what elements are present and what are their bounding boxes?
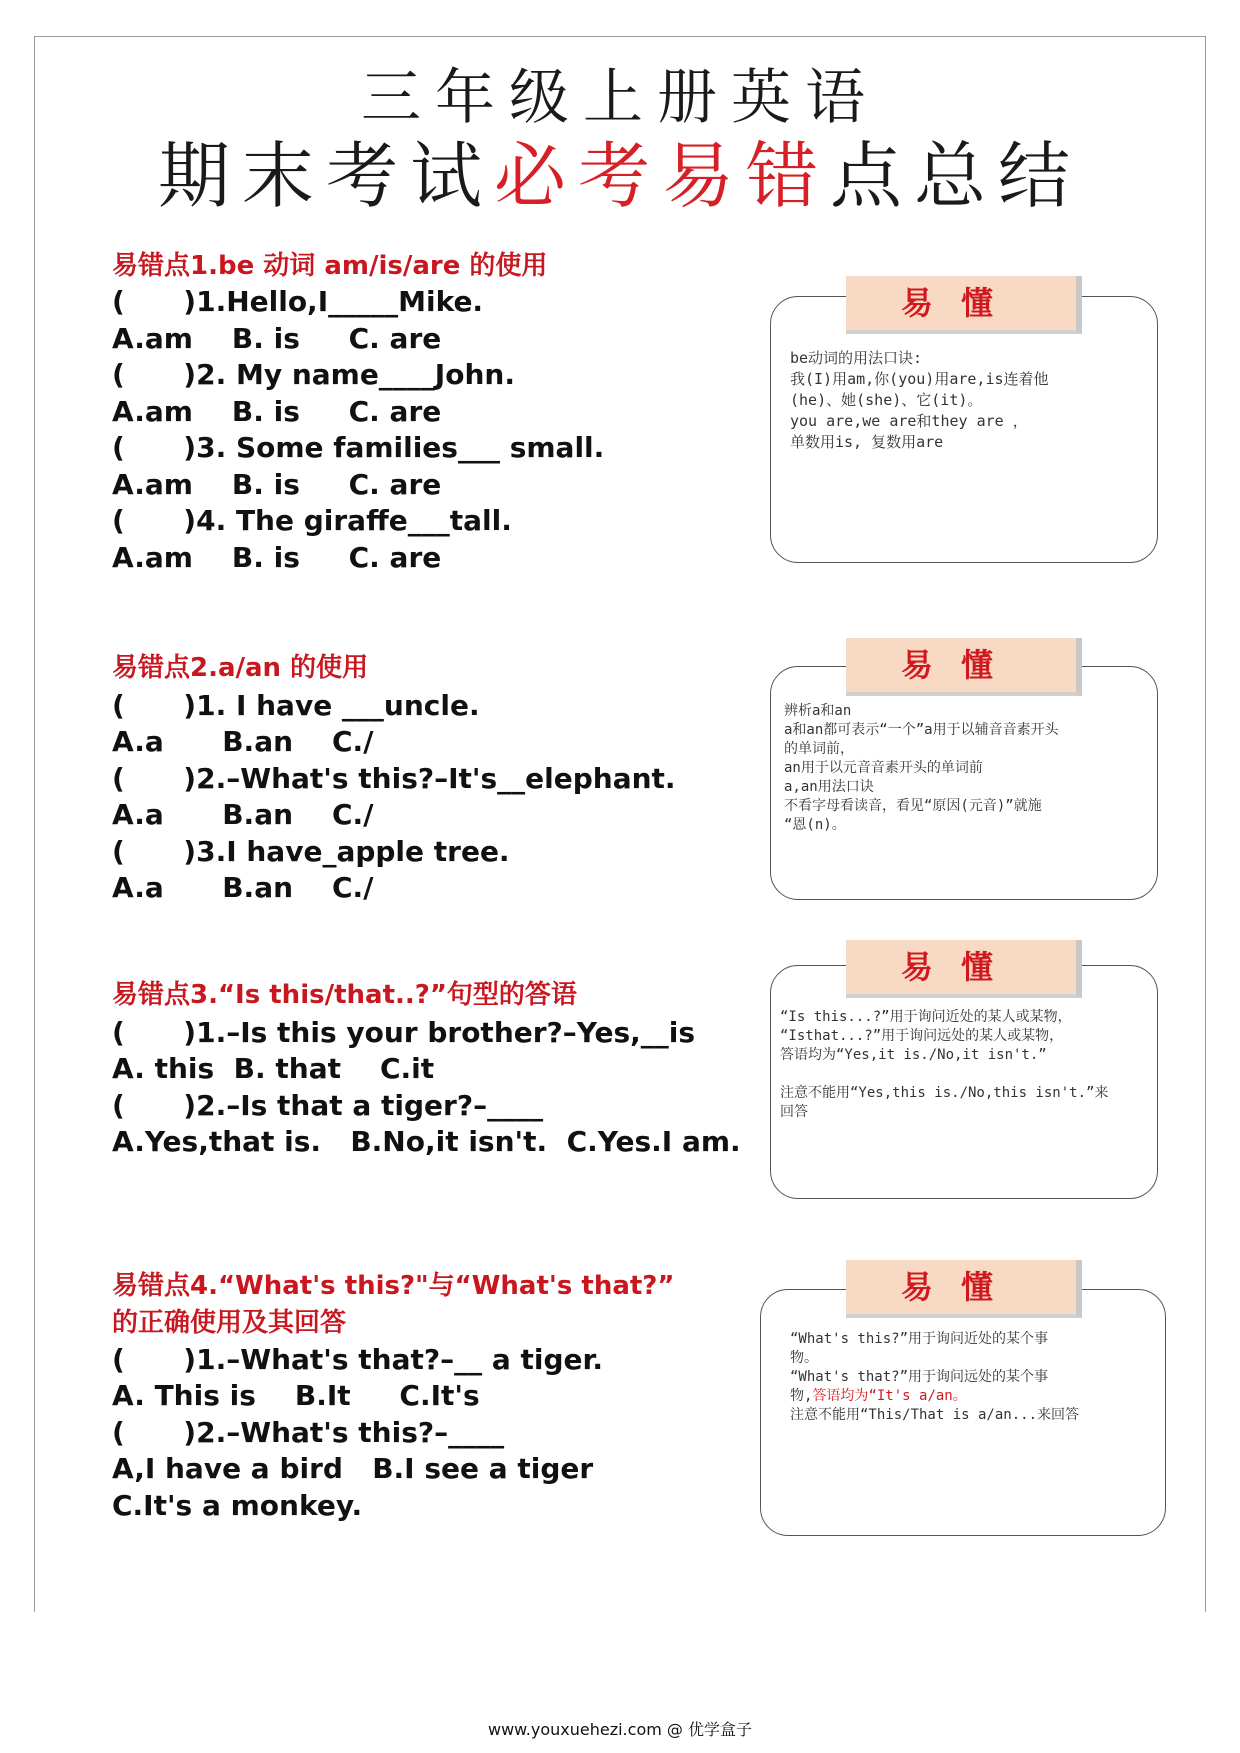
note-line: “What's that?”用于询问远处的某个事 [790,1369,1049,1385]
section3-options: A. this B. that C.it [112,1052,435,1085]
note-line: be动词的用法口诀: [790,349,923,367]
footer-watermark: www.youxuehezi.com @ 优学盒子 [488,1720,752,1739]
section4-note-text [790,1330,1150,1425]
note-line: 不看字母看读音，看见“原因(元音)”就施 [784,798,1042,814]
section1-question: ( )1.Hello,I_____Mike. [112,285,484,318]
title-part-c: 点总结 [830,134,1083,218]
title-part-highlight: 必考易错 [493,134,830,218]
section4-title-line1: 易错点4.“What's this?"与“What's that?” [112,1271,675,1301]
note-line: 注意不能用“This/That is a/an...来回答 [790,1407,1080,1423]
section2-card-tab: 易懂 [846,638,1082,696]
section3-title: 易错点3.“Is this/that..?”句型的答语 [112,980,577,1010]
section4-options: A. This is B.It C.It's [112,1379,480,1412]
note-line [780,1065,1150,1084]
section1-note-text [790,348,1140,453]
section4-card-tab: 易懂 [846,1260,1082,1318]
section4-question: ( )2.–What's this?–____ [112,1416,505,1449]
title-part-a: 期末考试 [157,134,494,218]
section4-question: ( )1.–What's that?–__ a tiger. [112,1343,603,1376]
note-line: you are,we are和they are ， [790,412,1028,430]
section2-options: A.a B.an C./ [112,798,374,831]
section1-question: ( )4. The giraffe___tall. [112,504,512,537]
note-fragment: 物, [790,1388,813,1404]
note-line: 的单词前， [784,741,854,757]
section3-card-tab: 易懂 [846,940,1082,998]
section1-options: A.am B. is C. are [112,322,442,355]
note-line: “Isthat...?”用于询问远处的某人或某物， [780,1028,1064,1044]
note-line: 回答 [780,1104,808,1120]
section4-title-line2: 的正确使用及其回答 [112,1308,347,1338]
note-line [790,1387,1150,1406]
note-line: 辨析a和an [784,703,852,719]
note-line: a,an用法口诀 [784,779,874,795]
note-line: (he)、她(she)、它(it)。 [790,391,983,409]
note-line: an用于以元音音素开头的单词前 [784,760,983,776]
section1-options: A.am B. is C. are [112,395,442,428]
section2-question: ( )2.–What's this?–It's__elephant. [112,762,676,795]
section4-options: C.It's a monkey. [112,1489,363,1522]
section1-options: A.am B. is C. are [112,541,442,574]
page-title-line2 [0,118,1240,222]
section1-question: ( )2. My name____John. [112,358,515,391]
section2-question: ( )1. I have ___uncle. [112,689,480,722]
note-highlight: “It's a/an。 [868,1388,967,1404]
note-highlight: 答语均为 [812,1388,869,1404]
section3-options: A.Yes,that is. B.No,it isn't. C.Yes.I am. [112,1125,741,1158]
note-line: 注意不能用“Yes,this is./No,this isn't.”来 [780,1085,1109,1101]
section2-note-text [784,702,1149,835]
note-line: 单数用is, 复数用are [790,433,944,451]
section1-card-tab: 易懂 [846,276,1082,334]
section1-title: 易错点1.be 动词 am/is/are 的使用 [112,251,548,281]
section3-question: ( )1.–Is this your brother?–Yes,__is [112,1016,696,1049]
section2-title: 易错点2.a/an 的使用 [112,653,369,683]
note-line: “Is this...?”用于询问近处的某人或某物， [780,1009,1072,1025]
note-line: 我(I)用am,你(you)用are,is连着他 [790,370,1049,388]
page-title-line1: 三年级上册英语 [361,63,879,133]
note-line: 答语均为“Yes,it is./No,it isn't.” [780,1047,1047,1063]
section1-question: ( )3. Some families___ small. [112,431,605,464]
section3-note-text [780,1008,1150,1122]
section2-options: A.a B.an C./ [112,871,374,904]
section3-question: ( )2.–Is that a tiger?–____ [112,1089,544,1122]
section2-options: A.a B.an C./ [112,725,374,758]
section2-question: ( )3.I have_apple tree. [112,835,510,868]
section1-options: A.am B. is C. are [112,468,442,501]
note-line: “恩(n)。 [784,817,846,833]
note-line: a和an都可表示“一个”a用于以辅音音素开头 [784,722,1059,738]
section4-options: A,I have a bird B.I see a tiger [112,1452,594,1485]
note-line: 物。 [790,1350,818,1366]
note-line: “What's this?”用于询问近处的某个事 [790,1331,1049,1347]
